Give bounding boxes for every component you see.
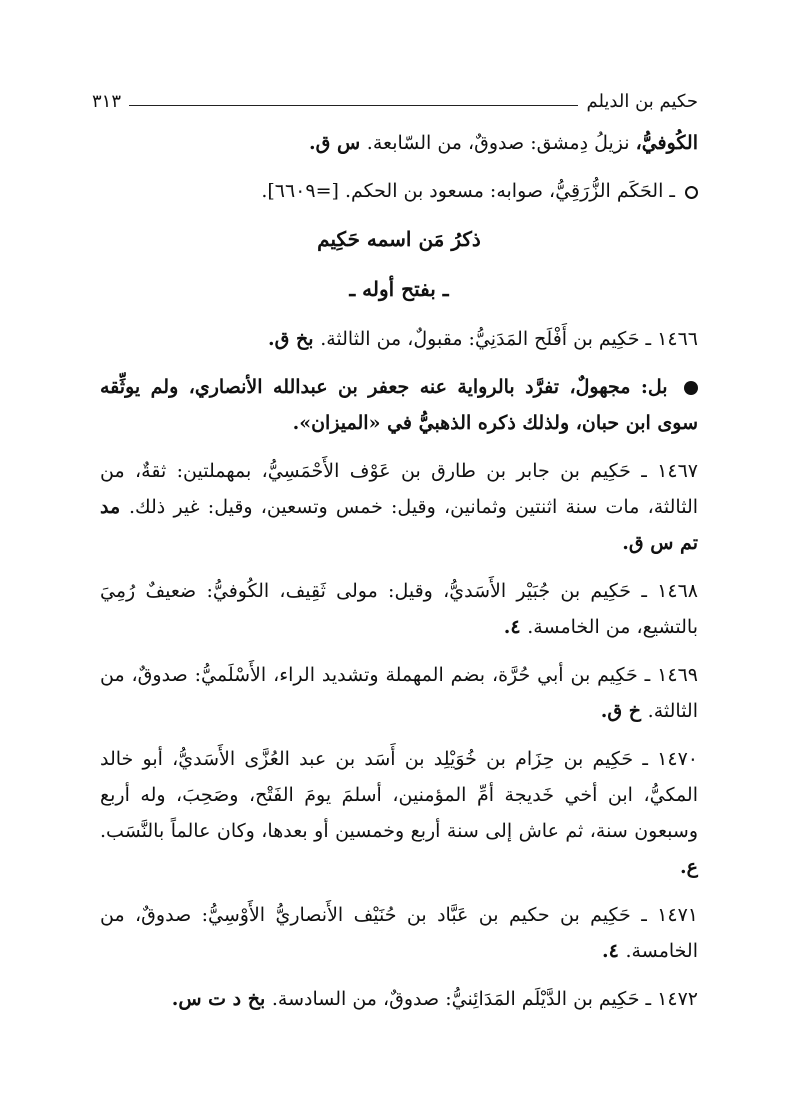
source-codes: بخ ق.	[268, 328, 321, 350]
entry-1469	[100, 657, 698, 729]
page-body	[100, 125, 698, 1029]
running-header	[92, 86, 698, 116]
source-codes: مد تم س ق.	[100, 496, 698, 554]
source-codes: بخ د ت س.	[171, 988, 272, 1010]
entry-text: ١٤٧٢ ـ حَكِيم بن الدَّيْلَم المَدَائِنيُّ: صدوقٌ، من السادسة.	[271, 988, 698, 1010]
header-rule	[129, 105, 578, 106]
paragraph-cross-reference	[100, 173, 698, 209]
entry-text: ١٤٦٨ ـ حَكِيم بن جُبَيْر الأَسَديُّ، وقيل: مولى ثَقِيف، الكُوفيُّ: ضعيفٌ رُمِيَ بالتشيع، من الخامسة.	[100, 580, 698, 638]
entry-1470	[100, 741, 698, 885]
source-codes: س ق.	[309, 132, 367, 154]
entry-text: ١٤٦٦ ـ حَكِيم بن أَفْلَح المَدَنِيُّ: مقبولٌ، من الثالثة.	[320, 328, 698, 350]
paragraph-text: ـ الحَكَم الزُّرَقِيُّ، صوابه: مسعود بن الحكم. [=٦٦٠٩].	[261, 180, 681, 202]
source-codes: خ ق.	[600, 700, 648, 722]
entry-text: ١٤٧١ ـ حَكِيم بن حكيم بن عَبَّاد بن حُنَيْف الأَنصاريُّ الأَوْسِيُّ: صدوقٌ، من الخامسة.	[100, 904, 698, 962]
entry-text: ١٤٦٧ ـ حَكِيم بن جابر بن طارق بن عَوْف الأَحْمَسِيُّ، بمهملتين: ثقةٌ، من الثالثة، مات سنة اثنتين وثمانين، وقيل: خمس وتسعين، وقيل: غير ذلك.	[100, 460, 699, 518]
source-codes: ع.	[680, 856, 698, 878]
header-title: حكيم بن الديلم	[586, 90, 698, 112]
entry-1466	[100, 321, 698, 357]
section-subheading: ـ بفتح أوله ـ	[349, 277, 449, 301]
entry-text: ١٤٧٠ ـ حَكِيم بن حِزَام بن خُوَيْلِد بن أَسَد بن عبد العُزَّى الأَسَديُّ، أبو خالد المكيُّ، ابن أخي خَديجة أمِّ المؤمنين، أسلمَ يومَ الفَتْح، وصَحِبَ، وله أربع وسبعون سنة، ثم عاش إلى سنة أربع وخمسين أو بعدها، وكان عالماً بالنَّسَب.	[100, 748, 699, 842]
lead-word: الكُوفيُّ،	[635, 132, 698, 154]
paragraph-continuation	[100, 125, 698, 161]
source-codes: ٤.	[602, 940, 626, 962]
entry-1471	[100, 897, 698, 969]
entry-1468	[100, 573, 698, 645]
entry-1472	[100, 981, 698, 1017]
editor-note	[100, 369, 698, 441]
filled-circle-icon	[684, 381, 698, 395]
section-heading: ذكرُ مَن اسمه حَكِيم	[317, 227, 481, 251]
source-codes: ٤.	[503, 616, 528, 638]
hollow-circle-icon	[685, 186, 698, 199]
entry-1467	[100, 453, 698, 561]
note-text: بل: مجهولٌ، تفرَّد بالرواية عنه جعفر بن عبدالله الأنصاري، ولم يوثِّقه سوى ابن حبان، ولذلك ذكره الذهبيُّ في «الميزان».	[100, 376, 698, 434]
paragraph-text: نزيلُ دِمشق: صدوقٌ، من السّابعة.	[366, 132, 636, 154]
page-number: ٣١٣	[92, 90, 122, 112]
entry-text: ١٤٦٩ ـ حَكِيم بن أبي حُرَّة، بضم المهملة وتشديد الراء، الأَسْلَميُّ: صدوقٌ، من الثالثة.	[100, 664, 698, 722]
